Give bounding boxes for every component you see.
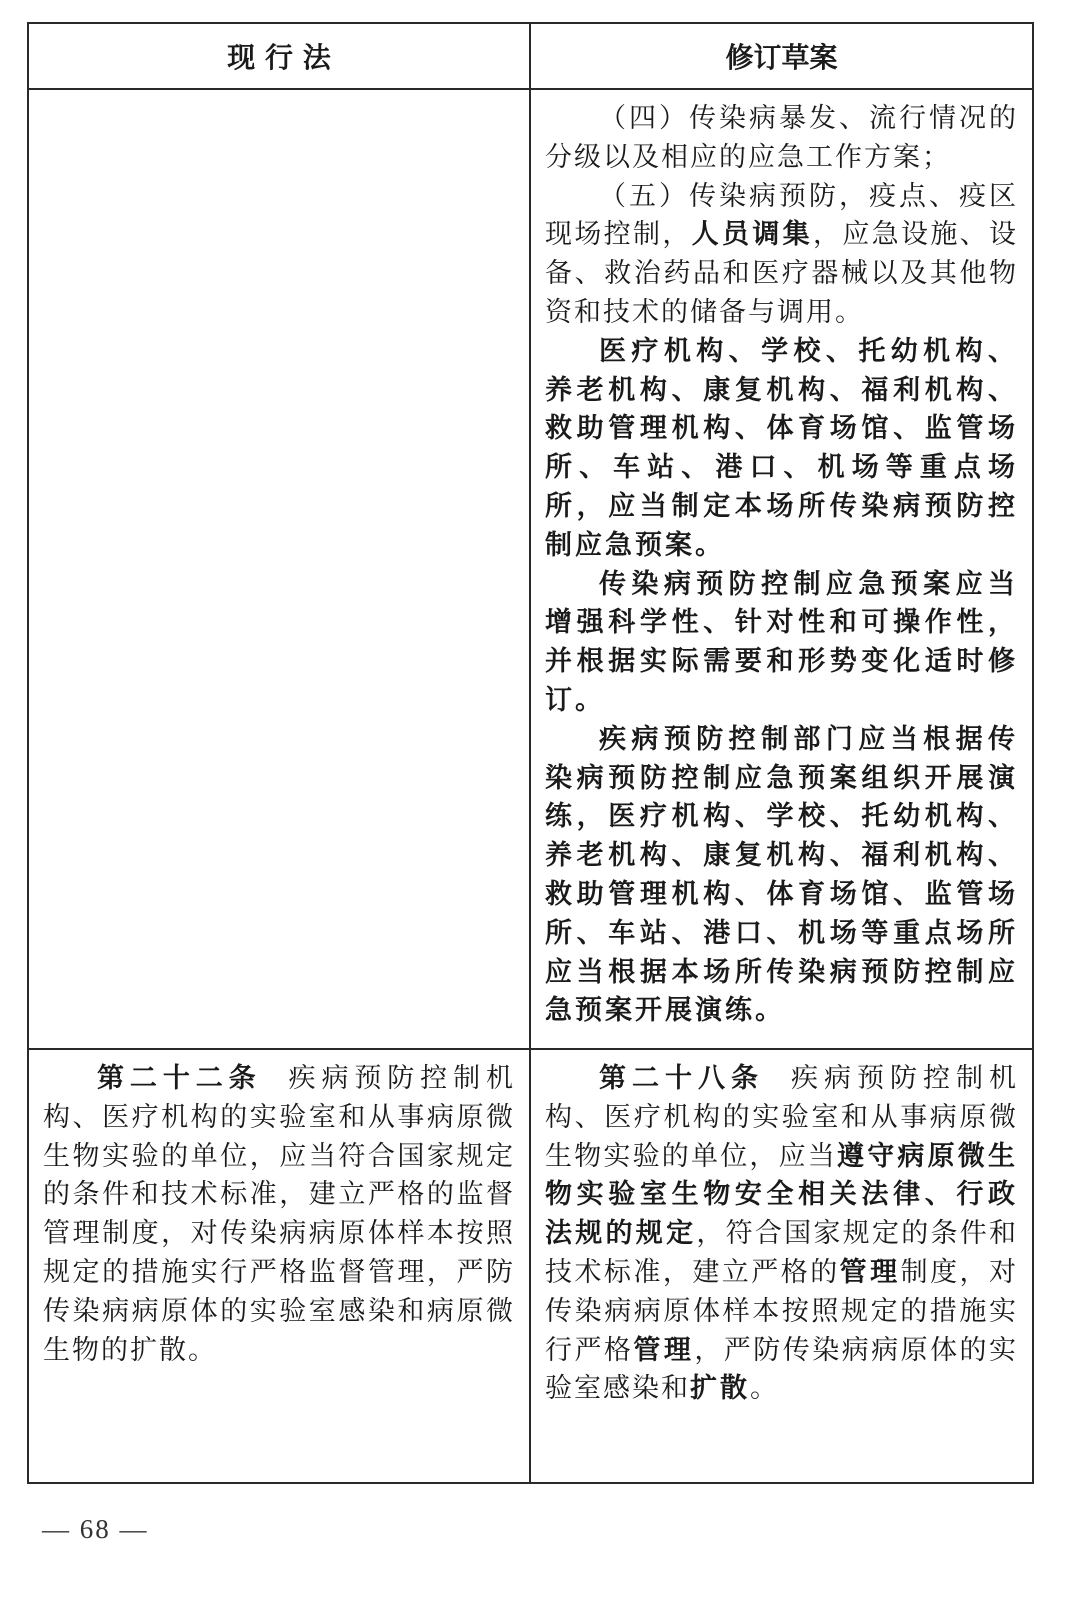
revised-draft-cell	[530, 89, 1033, 1049]
header-revised-draft: 修订草案	[530, 23, 1033, 89]
body-text: ，严防传染病病原体的实验室感染和	[545, 1334, 1019, 1405]
paragraph	[545, 1060, 1018, 1409]
header-row	[28, 23, 1033, 89]
body-text: 疾病预防控制机构、医疗机构的实验室和从事病原微生物实验的单位，应当符合国家规定的条件和技术标准，建立严格的监督管理制度，对传染病病原体样本按照规定的措施实行严格监督管理，严防传染病病原体的实验室感染和病原微生物的扩散。	[43, 1063, 516, 1366]
current-law-cell-empty	[28, 89, 530, 1049]
bold-revision-text: 扩散	[690, 1373, 750, 1405]
paragraph	[43, 1060, 515, 1370]
page-number: — 68 —	[42, 1514, 149, 1544]
revised-draft-cell	[530, 1049, 1033, 1483]
bold-revision-text: 遵守病原微生物实验室生物安全相关法律、行政法规的规定	[545, 1140, 1018, 1250]
current-law-article-22	[29, 1050, 529, 1380]
bold-revision-text: 疾病预防控制部门应当根据传染病预防控制应急预案组织开展演练，医疗机构、学校、托幼机构、养老机构、康复机构、福利机构、救助管理机构、体育场馆、监管场所、车站、港口、机场等重点场所应当根据本场所传染病预防控制应急预案开展演练。	[545, 723, 1018, 1027]
current-law-cell	[28, 1049, 530, 1483]
paragraph	[545, 178, 1018, 333]
body-text: 制度，对传染病病原体样本按照规定的措施实行严格	[545, 1256, 1019, 1366]
paragraph: （四）传染病暴发、流行情况的分级以及相应的应急工作方案；	[545, 103, 1018, 173]
table-row	[28, 89, 1033, 1049]
body-text: （五）传染病预防，疫点、疫区现场控制，	[545, 180, 1018, 251]
article-number: 第二十八条	[599, 1063, 764, 1094]
body-text: ，应急设施、设备、救治药品和医疗器械以及其他物资和技术的储备与调用。	[545, 219, 1019, 328]
bold-revision-text: 管理	[633, 1334, 695, 1366]
header-current-law: 现 行 法	[28, 23, 530, 89]
bold-revision-text: 人员调集	[691, 219, 814, 251]
bold-revision-text: 医疗机构、学校、托幼机构、养老机构、康复机构、福利机构、救助管理机构、体育场馆、监管场所、车站、港口、机场等重点场所，应当制定本场所传染病预防控制应急预案。	[545, 335, 1018, 561]
body-text: 疾病预防控制机构、医疗机构的实验室和从事病原微生物实验的单位，应当	[545, 1063, 1018, 1172]
revised-draft-article-28	[531, 1050, 1032, 1419]
comparison-table	[27, 22, 1034, 1484]
paragraph	[545, 566, 1018, 721]
table-row	[28, 1049, 1033, 1483]
body-text: 。	[750, 1373, 779, 1405]
paragraph	[545, 721, 1018, 1031]
paragraph	[545, 333, 1018, 566]
revised-draft-text	[531, 90, 1032, 1041]
bold-revision-text: 传染病预防控制应急预案应当增强科学性、针对性和可操作性，并根据实际需要和形势变化适时修订。	[545, 568, 1018, 716]
article-number: 第二十二条	[97, 1063, 262, 1094]
body-text: ，符合国家规定的条件和技术标准，建立严格的	[545, 1218, 1019, 1288]
bold-revision-text: 管理	[839, 1256, 901, 1288]
